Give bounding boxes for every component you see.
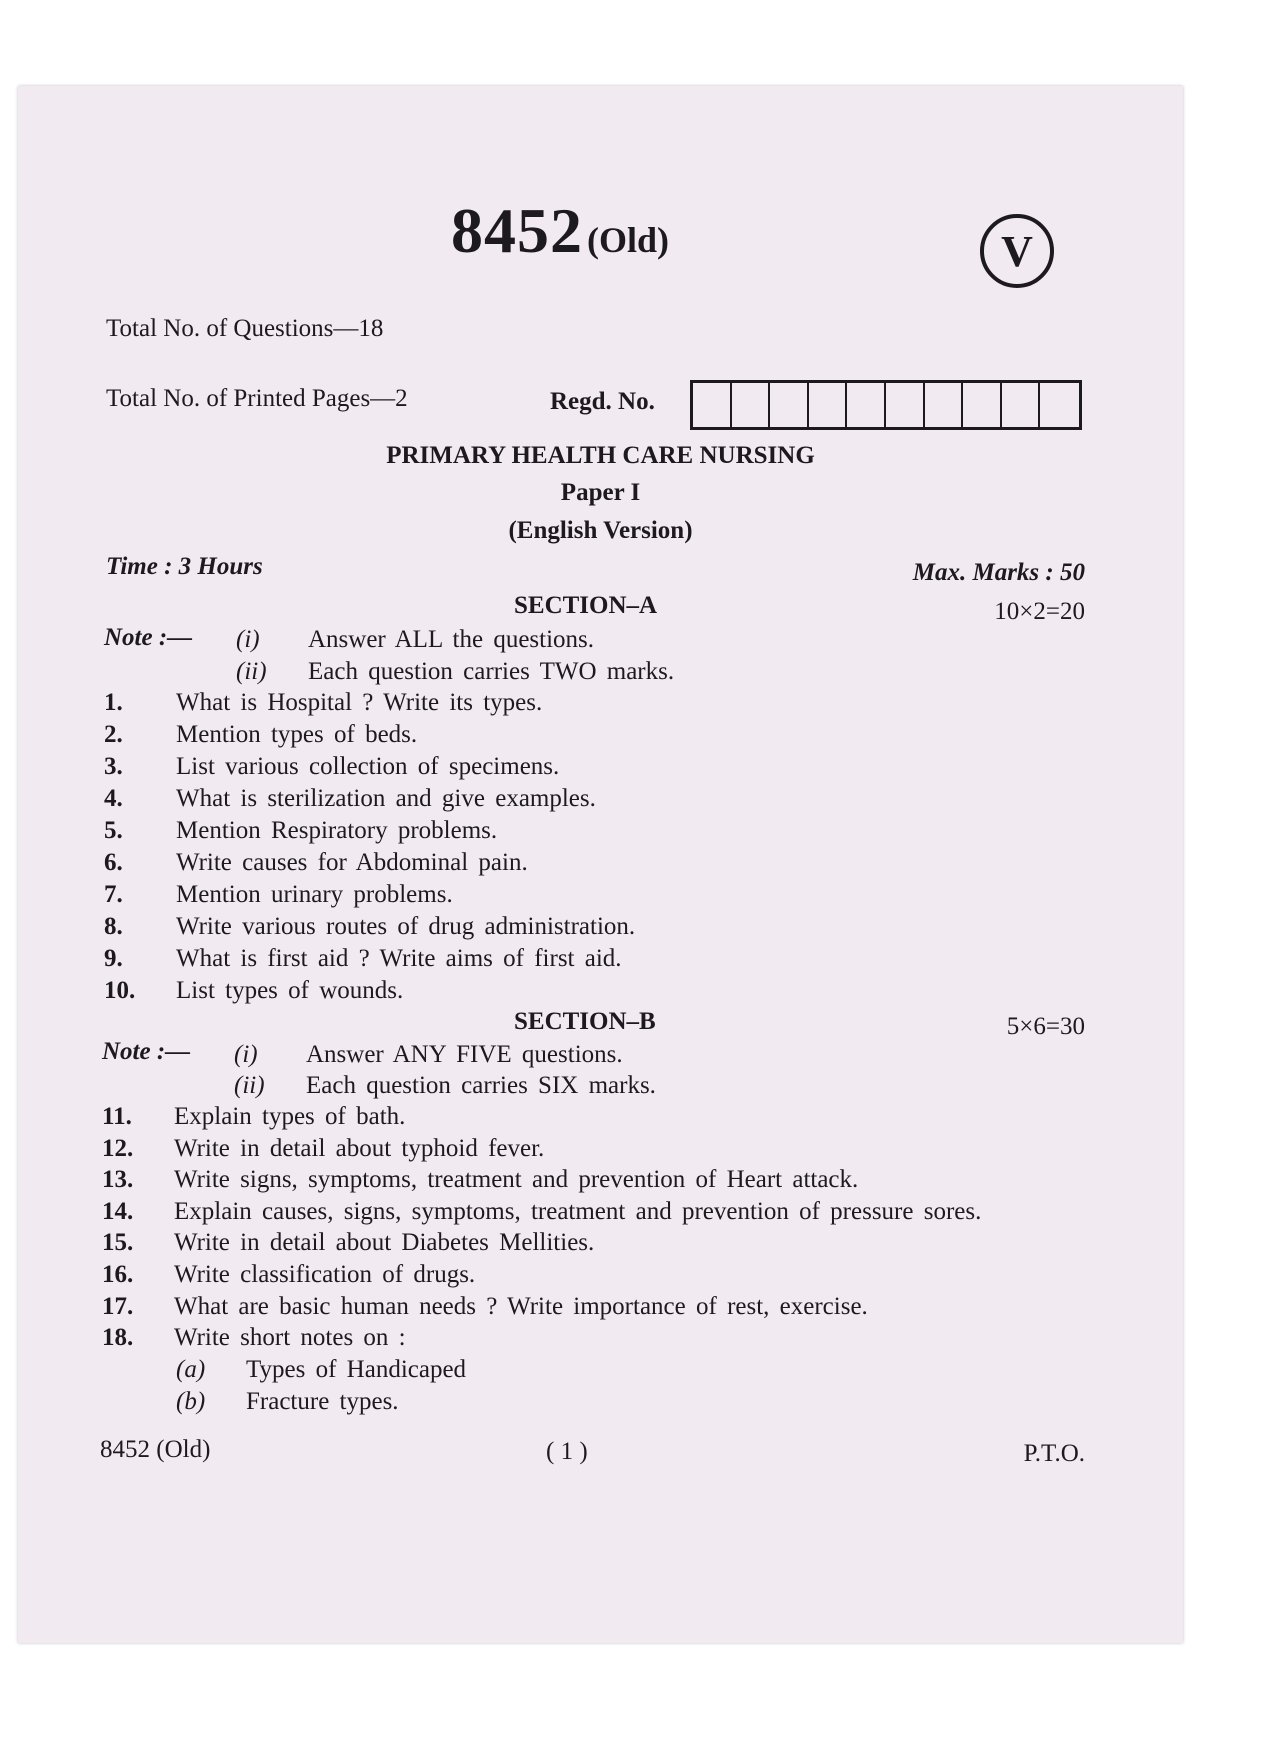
question-number: 6. bbox=[104, 849, 123, 876]
paper-number: Paper I bbox=[560, 479, 641, 506]
question-text: Write short notes on : bbox=[174, 1324, 406, 1352]
regd-no-label: Regd. No. bbox=[550, 388, 655, 415]
question-text: What is first aid ? Write aims of first aid. bbox=[176, 945, 622, 972]
total-pages: Total No. of Printed Pages—2 bbox=[106, 385, 408, 412]
question-text: What is Hospital ? Write its types. bbox=[176, 689, 543, 716]
note-number: (ii) bbox=[236, 658, 267, 685]
question-number: 3. bbox=[104, 753, 123, 780]
question-text: Mention Respiratory problems. bbox=[176, 817, 498, 844]
regd-no-box[interactable] bbox=[732, 383, 771, 427]
question-number: 12. bbox=[102, 1134, 134, 1162]
question-number: 7. bbox=[104, 881, 123, 908]
question-text: Explain types of bath. bbox=[174, 1103, 406, 1130]
question-number: 5. bbox=[104, 817, 123, 844]
subpart-text: Types of Handicaped bbox=[246, 1356, 467, 1383]
question-text: Write classification of drugs. bbox=[174, 1261, 476, 1288]
section-a-note-1 bbox=[236, 626, 595, 654]
question-text: Write various routes of drug administration. bbox=[176, 913, 636, 940]
section-a-note-2 bbox=[236, 658, 675, 686]
paper-version: (English Version) bbox=[508, 517, 693, 544]
regd-no-box[interactable] bbox=[963, 383, 1002, 427]
section-a-marks: 10×2=20 bbox=[994, 598, 1085, 625]
question-text: Mention urinary problems. bbox=[176, 881, 453, 908]
note-text: Each question carries SIX marks. bbox=[306, 1072, 656, 1099]
regd-no-box[interactable] bbox=[886, 383, 925, 427]
question-text: List various collection of specimens. bbox=[176, 753, 560, 780]
subpart-b bbox=[176, 1388, 399, 1416]
exam-paper-sheet bbox=[18, 86, 1183, 1643]
subpart-text: Fracture types. bbox=[246, 1388, 399, 1415]
paper-code bbox=[451, 194, 669, 268]
section-b-marks: 5×6=30 bbox=[1006, 1013, 1085, 1040]
question-number: 2. bbox=[104, 721, 123, 748]
question-number: 11. bbox=[102, 1103, 132, 1130]
footer-paper-code: 8452 (Old) bbox=[100, 1436, 211, 1463]
question-text: Write causes for Abdominal pain. bbox=[176, 849, 528, 876]
section-a-heading: SECTION–A bbox=[514, 592, 658, 619]
note-number: (i) bbox=[234, 1041, 258, 1068]
question-text: Write signs, symptoms, treatment and prevention of Heart attack. bbox=[174, 1166, 859, 1194]
total-questions: Total No. of Questions—18 bbox=[106, 315, 384, 342]
max-marks: Max. Marks : 50 bbox=[912, 559, 1085, 586]
note-text: Answer ANY FIVE questions. bbox=[306, 1041, 623, 1068]
question-text: Mention types of beds. bbox=[176, 721, 418, 748]
question-number: 14. bbox=[102, 1197, 134, 1225]
regd-no-box[interactable] bbox=[847, 383, 886, 427]
footer-page-number: ( 1 ) bbox=[546, 1438, 588, 1465]
regd-no-box[interactable] bbox=[1002, 383, 1041, 427]
question-number: 18. bbox=[102, 1324, 134, 1352]
note-number: (i) bbox=[236, 626, 260, 653]
question-text: Explain causes, signs, symptoms, treatment and prevention of pressure sores. bbox=[174, 1197, 982, 1225]
version-mark-letter: V bbox=[1001, 226, 1033, 276]
section-a-note-label: Note :— bbox=[104, 624, 193, 651]
paper-code-number: 8452 bbox=[451, 195, 583, 266]
section-b-note-label: Note :— bbox=[102, 1038, 191, 1065]
regd-no-input-boxes[interactable] bbox=[690, 380, 1082, 430]
subpart-label: (b) bbox=[176, 1388, 206, 1415]
question-text: Write in detail about Diabetes Mellities. bbox=[174, 1229, 595, 1257]
question-text: List types of wounds. bbox=[176, 977, 404, 1004]
question-number: 13. bbox=[102, 1166, 134, 1194]
question-number: 15. bbox=[102, 1229, 134, 1257]
question-number: 17. bbox=[102, 1292, 134, 1320]
regd-no-box[interactable] bbox=[693, 383, 732, 427]
question-text: What is sterilization and give examples. bbox=[176, 785, 596, 812]
regd-no-box[interactable] bbox=[809, 383, 848, 427]
question-number: 9. bbox=[104, 945, 123, 972]
note-number: (ii) bbox=[234, 1072, 265, 1099]
section-b-note-1 bbox=[234, 1041, 623, 1069]
question-number: 4. bbox=[104, 785, 123, 812]
paper-code-suffix: (Old) bbox=[587, 220, 670, 260]
subject-title: PRIMARY HEALTH CARE NURSING bbox=[386, 442, 815, 469]
question-number: 8. bbox=[104, 913, 123, 940]
question-number: 10. bbox=[104, 977, 136, 1004]
question-text: What are basic human needs ? Write importance of rest, exercise. bbox=[174, 1292, 868, 1320]
question-text: Write in detail about typhoid fever. bbox=[174, 1134, 545, 1162]
regd-no-box[interactable] bbox=[925, 383, 964, 427]
footer-pto: P.T.O. bbox=[1023, 1440, 1085, 1467]
regd-no-box[interactable] bbox=[770, 383, 809, 427]
question-number: 16. bbox=[102, 1261, 134, 1288]
time-allowed: Time : 3 Hours bbox=[106, 553, 263, 580]
question-number: 1. bbox=[104, 689, 123, 716]
section-b-note-2 bbox=[234, 1072, 656, 1100]
section-b-heading: SECTION–B bbox=[514, 1008, 656, 1035]
note-text: Answer ALL the questions. bbox=[308, 626, 595, 653]
regd-no-box[interactable] bbox=[1040, 383, 1079, 427]
note-text: Each question carries TWO marks. bbox=[308, 658, 675, 685]
version-mark-circle bbox=[980, 214, 1054, 288]
subpart-a bbox=[176, 1356, 467, 1384]
subpart-label: (a) bbox=[176, 1356, 206, 1383]
